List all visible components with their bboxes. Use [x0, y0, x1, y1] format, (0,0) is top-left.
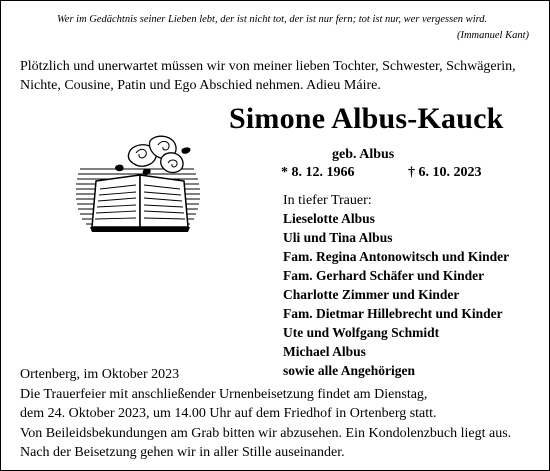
closing-line-2: dem 24. Oktober 2023, um 14.00 Uhr auf dem Friedhof in Ortenberg statt. [20, 406, 437, 421]
mourner-name: Michael Albus [283, 344, 366, 359]
mourner-name: Ute und Wolfgang Schmidt [283, 325, 440, 340]
mourner-name: sowie alle Angehörigen [283, 363, 415, 378]
mourner-name: Fam. Gerhard Schäfer und Kinder [283, 268, 485, 283]
quote-author: (Immanuel Kant) [456, 30, 529, 41]
closing-line-4: Nach der Beisetzung gehen wir in aller Stille auseinander. [20, 445, 345, 460]
mourners-label: In tiefer Trauer: [283, 193, 372, 208]
mourner-name: Charlotte Zimmer und Kinder [283, 287, 460, 302]
mourner-name: Fam. Regina Antonowitsch und Kinder [283, 249, 510, 264]
birth-name: geb. Albus [332, 147, 395, 162]
deceased-name: Simone Albus-Kauck [229, 102, 504, 135]
intro-line-2: Nichte, Cousine, Patin und Ego Abschied nehmen. Adieu Máire. [20, 78, 381, 93]
quote-text: Wer im Gedächtnis seiner Lieben lebt, der ist nicht tot, der ist nur fern; tot ist nur, wer vergessen wird. [57, 14, 488, 25]
closing-line-1: Die Trauerfeier mit anschließender Urnenbeisetzung findet am Dienstag, [20, 387, 428, 402]
closing-line-3: Von Beileidsbekundungen am Grab bitten wir abzusehen. Ein Kondolenzbuch liegt aus. [20, 426, 512, 441]
mourner-name: Uli und Tina Albus [283, 230, 393, 245]
birth-date: * 8. 12. 1966 [281, 165, 355, 180]
mourner-name: Fam. Dietmar Hillebrecht und Kinder [283, 306, 503, 321]
place-date: Ortenberg, im Oktober 2023 [20, 367, 180, 382]
intro-line-1: Plötzlich und unerwartet müssen wir von meiner lieben Tochter, Schwester, Schwägerin, [20, 59, 516, 74]
open-book-with-roses-icon [74, 131, 204, 236]
mourner-name: Lieselotte Albus [283, 211, 375, 226]
death-date: † 6. 10. 2023 [408, 165, 482, 180]
